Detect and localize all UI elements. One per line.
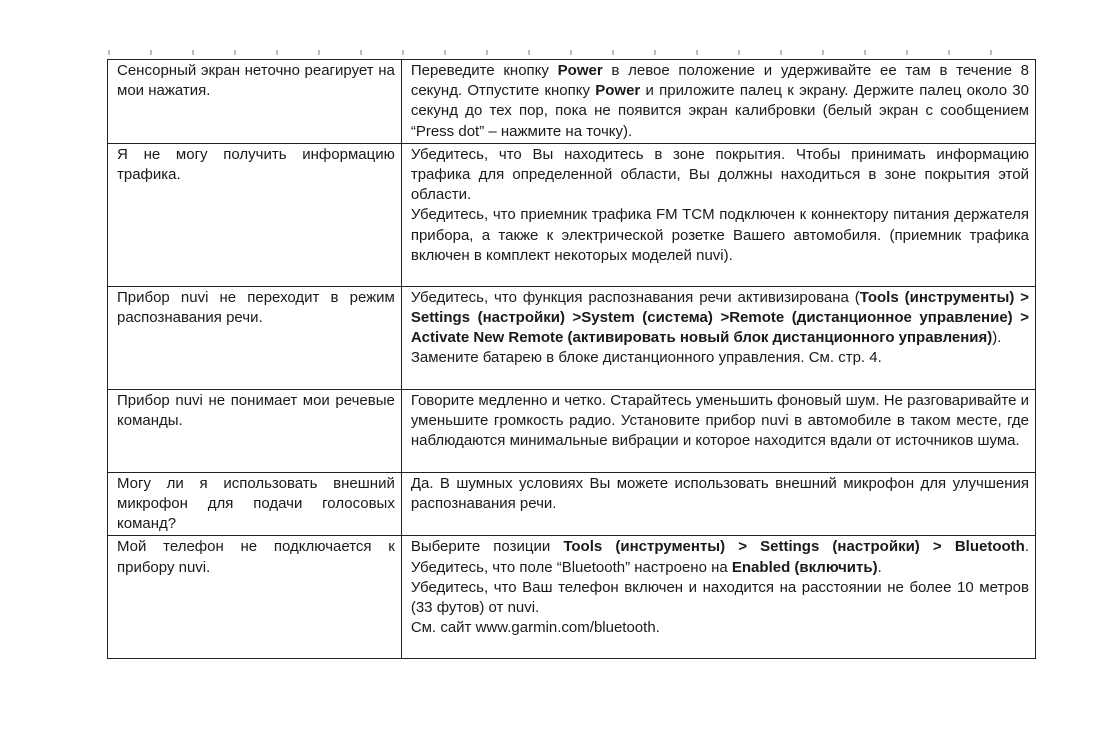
solution-cell [401, 143, 1035, 286]
solution-cell [401, 536, 1035, 659]
text-run: . [877, 558, 882, 576]
text-run: и приложите палец к экрану. Держите палец около 30 секунд до тех пор, пока не появится экран калибровки (белый экран с сообщением “Press dot” – нажмите на точку). [410, 82, 1029, 140]
text-run: См. сайт www.garmin.com/bluetooth. [410, 619, 660, 637]
text-run: Убедитесь, что функция распознавания речи активизирована ( [410, 288, 860, 306]
problem-cell: Мой телефон не подключается к прибору nuvi. [108, 536, 402, 659]
text-run: Да. В шумных условиях Вы можете использовать внешний микрофон для улучшения распознавания речи. [410, 474, 1029, 513]
solution-cell [401, 389, 1035, 472]
table-row [108, 536, 1036, 659]
table-row [108, 60, 1036, 144]
bold-text-run: Tools (инструменты) > Settings (настройки) > Bluetooth [563, 538, 1025, 556]
bold-text-run: Power [557, 62, 603, 79]
solution-paragraph [411, 348, 1029, 368]
problem-cell: Прибор nuvi не переходит в режим распознавания речи. [108, 286, 402, 389]
problem-cell: Сенсорный экран неточно реагирует на мои нажатия. [108, 60, 402, 144]
table-row [108, 143, 1036, 286]
solution-paragraph [411, 391, 1029, 452]
troubleshooting-table [107, 59, 1036, 659]
cropped-previous-text-line [108, 50, 1036, 56]
solution-paragraph [411, 145, 1029, 206]
table-row [108, 472, 1036, 536]
solution-paragraph [411, 288, 1029, 349]
table-row [108, 389, 1036, 472]
text-run: Переведите кнопку [410, 62, 558, 79]
text-run: ). [992, 329, 1002, 347]
problem-cell: Прибор nuvi не понимает мои речевые команды. [108, 389, 402, 472]
text-run: . Убедитесь, что поле “Bluetooth” настроено на [410, 538, 1029, 576]
troubleshooting-table-body [108, 60, 1036, 659]
solution-paragraph [411, 205, 1029, 266]
text-run: Убедитесь, что приемник трафика FM TCM подключен к коннектору питания держателя прибора, а также к электрической розетке Вашего автомобиля. (приемник трафика включен в комплект некоторых моделей nuvi). [410, 206, 1029, 264]
text-run: Выберите позиции [410, 538, 564, 556]
solution-cell [401, 472, 1035, 536]
problem-cell: Я не могу получить информацию трафика. [108, 143, 402, 286]
solution-paragraph [411, 61, 1029, 142]
solution-cell [401, 286, 1035, 389]
text-run: в левое положение и удерживайте ее там в течение 8 секунд. Отпустите кнопку [410, 62, 1029, 100]
text-run: Убедитесь, что Вы находитесь в зоне покрытия. Чтобы принимать информацию трафика для определенной области, Вы должны находиться в зоне покрытия этой области. [410, 145, 1029, 204]
bold-text-run: Power [595, 82, 641, 100]
problem-cell: Могу ли я использовать внешний микрофон для подачи голосовых команд? [108, 472, 402, 536]
solution-paragraph [411, 578, 1029, 618]
solution-paragraph [411, 474, 1029, 514]
bold-text-run: Tools (инструменты) > Settings (настройки) >System (система) >Remote (дистанционное управление) > Activate New Remote (активировать новый блок дистанционного управления) [410, 288, 1030, 347]
solution-paragraph [411, 537, 1029, 577]
solution-cell [401, 60, 1035, 144]
solution-paragraph [411, 618, 1029, 638]
text-run: Замените батарею в блоке дистанционного управления. См. стр. 4. [410, 349, 882, 367]
table-row [108, 286, 1036, 389]
text-run: Говорите медленно и четко. Старайтесь уменьшить фоновый шум. Не разговаривайте и уменьшите громкость радио. Установите прибор nuvi в автомобиле в таком месте, где наблюдаются минимальные вибрации и которое находится вдали от источников шума. [410, 391, 1029, 450]
bold-text-run: Enabled (включить) [731, 558, 878, 576]
text-run: Убедитесь, что Ваш телефон включен и находится на расстоянии не более 10 метров (33 футов) от nuvi. [410, 578, 1029, 617]
